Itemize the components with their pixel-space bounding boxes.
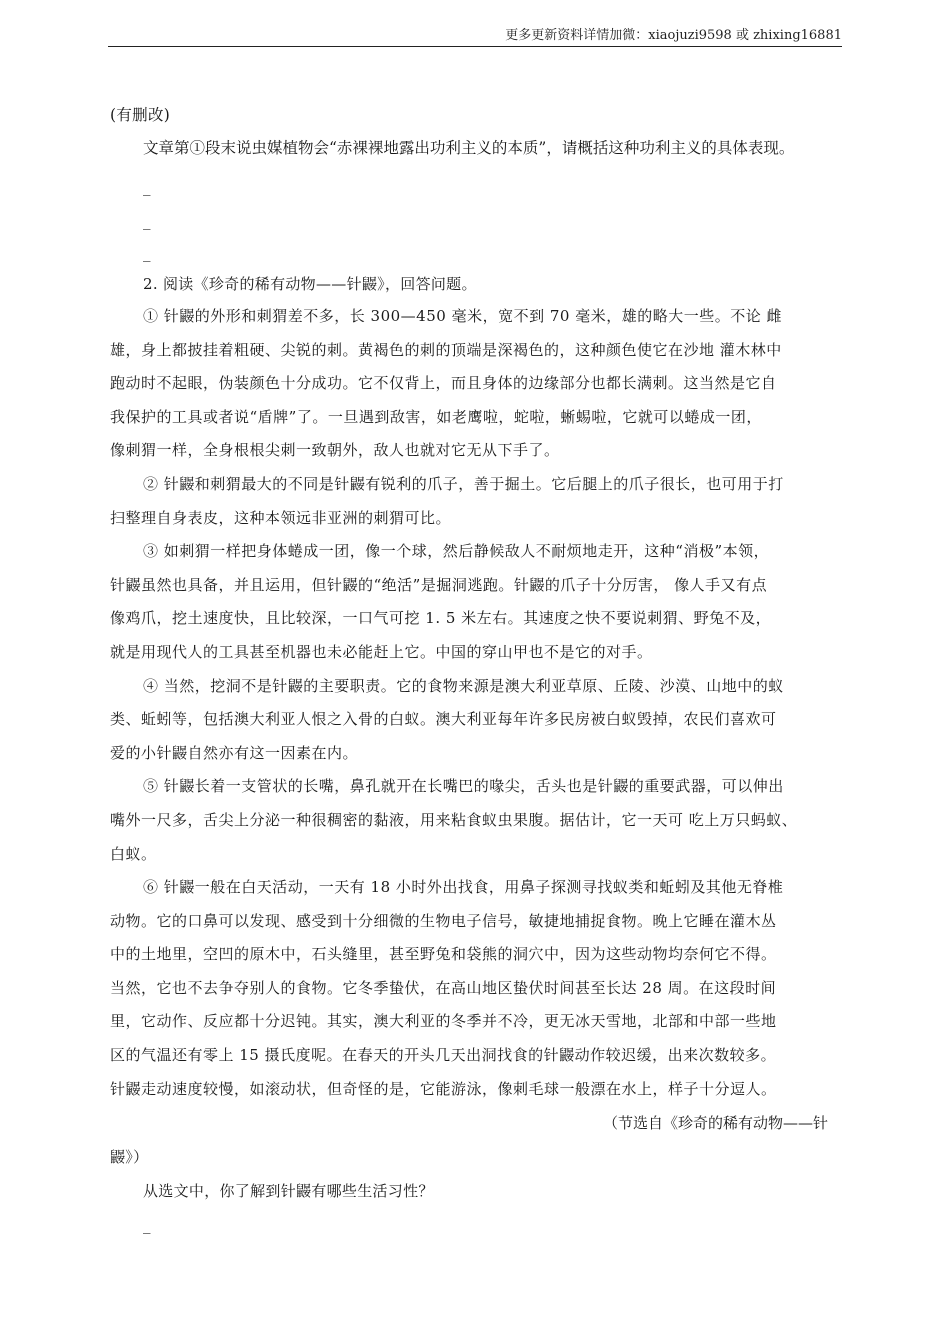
page-header (108, 26, 842, 47)
paragraph-line: 针鼹走动速度较慢，如滚动状，但奇怪的是，它能游泳，像刺毛球一般漂在水上，样子十分逗人。 (110, 1079, 777, 1098)
paragraph-line: 雄，身上都披挂着粗硬、尖锐的刺。黄褐色的刺的顶端是深褐色的，这种颜色使它在沙地 灌木林中 (110, 340, 782, 359)
paragraph-line: ④ 当然，挖洞不是针鼹的主要职责。它的食物来源是澳大利亚草原、丘陵、沙漠、山地中的蚁 (143, 676, 784, 695)
paragraph-4 (110, 670, 842, 771)
paragraph-line: ⑤ 针鼹长着一支管状的长嘴，鼻孔就开在长嘴巴的喙尖，舌头也是针鼹的重要武器，可以伸出 (143, 777, 784, 796)
source-citation-cont: 鼹》） (110, 1148, 149, 1167)
paragraph-line: ⑥ 针鼹一般在白天活动，一天有 18 小时外出找食，用鼻子探测寻找蚁类和蚯蚓及其他无脊椎 (143, 878, 784, 897)
paragraph-6 (110, 871, 842, 1106)
paragraph-line: 嘴外一尺多，舌尖上分泌一种很稠密的黏液，用来粘食蚁虫果腹。据估计，它一天可 吃上万只蚂蚁、 (110, 810, 798, 829)
source-citation: （节选自《珍奇的稀有动物——针 (602, 1114, 828, 1133)
paragraph-line: 当然，它也不去争夺别人的食物。它冬季蛰伏，在高山地区蛰伏时间甚至长达 28 周。在这段时间 (110, 978, 777, 997)
answer-blank-4: _ (143, 1216, 151, 1235)
paragraph-line: 像鸡爪，挖土速度快，且比较深，一口气可挖 1. 5 米左右。其速度之快不要说刺猬、野兔不及， (110, 609, 772, 628)
paragraph-line: 我保护的工具或者说“盾牌”了。一旦遇到敌害，如老鹰啦，蛇啦，蜥蜴啦，它就可以蜷成一团， (110, 407, 762, 426)
paragraph-line: 像刺猬一样，全身根根尖刺一致朝外，敌人也就对它无从下手了。 (110, 441, 560, 460)
paragraph-1 (110, 300, 842, 468)
answer-blank-3: _ (143, 244, 151, 262)
paragraph-line: 就是用现代人的工具甚至机器也未必能赶上它。中国的穿山甲也不是它的对手。 (110, 642, 653, 661)
paragraph-line: 类、蚯蚓等，包括澳大利亚人恨之入骨的白蚁。澳大利亚每年许多民房被白蚁毁掉，农民们喜欢可 (110, 710, 777, 729)
paragraph-line: 跑动时不起眼，伪装颜色十分成功。它不仅背上，而且身体的边缘部分也都长满刺。这当然是它自 (110, 374, 777, 393)
revision-note: (有删改) (110, 106, 171, 124)
paragraph-line: 区的气温还有零上 15 摄氏度呢。在春天的开头几天出洞找食的针鼹动作较迟缓，出来次数较多。 (110, 1046, 777, 1065)
paragraph-5 (110, 770, 842, 871)
section-2-heading: 2. 阅读《珍奇的稀有动物——针鼹》，回答问题。 (143, 275, 477, 293)
header-contact-text: 更多更新资料详情加微：xiaojuzi9598 或 zhixing16881 (505, 28, 842, 43)
paragraph-line: 中的土地里，空凹的原木中，石头缝里，甚至野兔和袋熊的洞穴中，因为这些动物均奈何它不得。 (110, 945, 777, 964)
paragraph-3 (110, 535, 842, 669)
paragraph-line: 针鼹虽然也具备，并且运用，但针鼹的“绝活”是掘洞逃跑。针鼹的爪子十分厉害， 像人手又有点 (110, 575, 768, 594)
paragraph-line: 扫整理自身表皮，这种本领远非亚洲的刺猬可比。 (110, 508, 452, 527)
paragraph-line: ① 针鼹的外形和刺猬差不多，长 300—450 毫米，宽不到 70 毫米，雄的略大一些。不论 雌 (143, 307, 782, 325)
paragraph-line: ② 针鼹和刺猬最大的不同是针鼹有锐利的爪子，善于掘土。它后腿上的爪子很长，也可用于打 (143, 474, 784, 493)
answer-blank-2: _ (143, 212, 151, 230)
paragraph-line: 爱的小针鼹自然亦有这一因素在内。 (110, 743, 359, 762)
document-body (110, 98, 842, 1242)
answer-blank-1: _ (143, 178, 151, 196)
paragraph-line: 动物。它的口鼻可以发现、感受到十分细微的生物电子信号，敏捷地捕捉食物。晚上它睡在灌木丛 (110, 911, 777, 930)
paragraph-line: ③ 如刺猬一样把身体蜷成一团，像一个球，然后静候敌人不耐烦地走开，这种“消极”本领， (143, 542, 770, 561)
paragraph-line: 白蚁。 (110, 844, 157, 863)
question-1: 文章第①段末说虫媒植物会“赤裸裸地露出功利主义的本质”，请概括这种功利主义的具体表现。 (143, 139, 795, 157)
paragraph-line: 里，它动作、反应都十分迟钝。其实，澳大利亚的冬季并不冷，更无冰天雪地，北部和中部一些地 (110, 1012, 777, 1031)
question-2: 从选文中，你了解到针鼹有哪些生活习性？ (143, 1182, 434, 1201)
paragraph-2 (110, 468, 842, 535)
